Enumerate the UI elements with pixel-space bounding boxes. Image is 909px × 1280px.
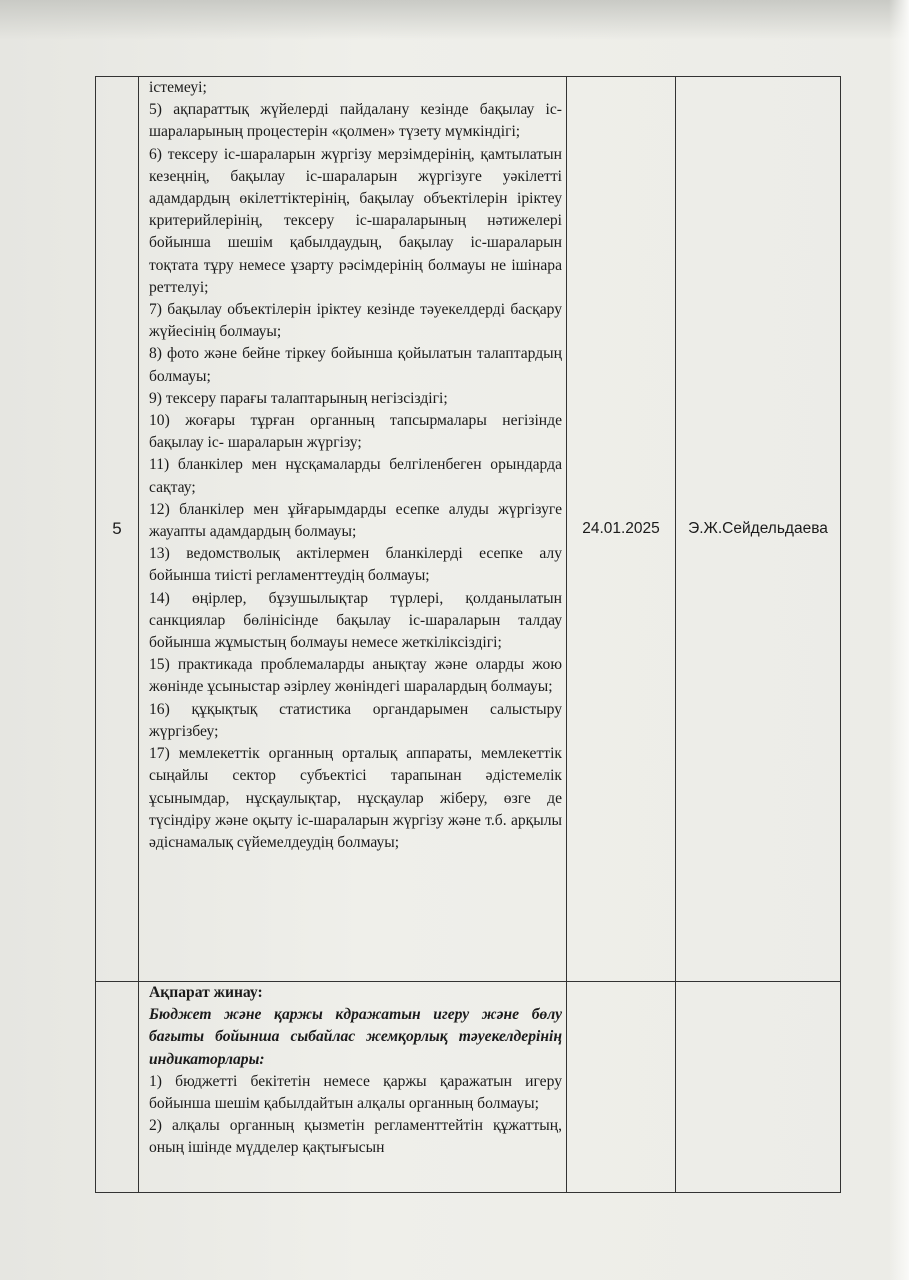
list-item: 13) ведомстволық актілермен бланкілерді есепке алу бойынша тиісті регламенттеудің болмауы;	[149, 545, 562, 585]
date-cell	[567, 982, 676, 1193]
responsible-cell: Э.Ж.Сейдельдаева	[676, 77, 841, 982]
row-number: 5	[96, 77, 139, 982]
list-item: 14) өңірлер, бұзушылықтар түрлері, қолданылатын санкциялар бөлінісінде бақылау іс-шараларын талдау бойынша жұмыстың болмауы немесе жеткіліксіздігі;	[149, 589, 562, 652]
list-item: 2) алқалы органның қызметін регламенттейтін құжаттың, оның ішінде мүдделер қақтығысын	[149, 1117, 562, 1157]
responsible-cell	[676, 982, 841, 1193]
date-cell: 24.01.2025	[567, 77, 676, 982]
row-number	[96, 982, 139, 1193]
section-subheading: Бюджет және қаржы кдражатын игеру және бөлу бағыты бойынша сыбайлас жемқорлық тәуекелдерінің индикаторлары:	[149, 1006, 562, 1068]
list-item: 10) жоғары тұрған органның тапсырмалары негізінде бақылау іс- шараларын жүргізу;	[149, 412, 562, 452]
list-item: 8) фото және бейне тіркеу бойынша қойылатын талаптардың болмауы;	[149, 345, 562, 385]
list-item: 1) бюджетті бекітетін немесе қаржы қаражатын игеру бойынша шешім қабылдайтын алқалы органның болмауы;	[149, 1072, 562, 1113]
list-item: істемеуі;	[149, 79, 207, 96]
description-text	[139, 77, 566, 854]
list-item: 6) тексеру іс-шараларын жүргізу мерзімдерінің, қамтылатын кезеңнің, бақылау іс-шараларын жүргізуге уәкілетті адамдардың өкілеттіктерінің, бақылау объектілерін іріктеу критерийлерінің, тексеру іс-шараларының нәтижелері бойынша шешім қабылдаудың, бақылау іс-шараларын тоқтата тұру немесе ұзарту рәсімдерінің болмауы не ішінара реттелуі;	[149, 145, 562, 296]
list-item: 5) ақпараттық жүйелерді пайдалану кезінде бақылау іс- шараларының процестерін «қолмен» түзету мүмкіндігі;	[149, 101, 562, 141]
section-heading: Ақпарат жинау:	[149, 984, 263, 1001]
description-cell	[139, 982, 567, 1193]
list-item: 7) бақылау объектілерін іріктеу кезінде тәуекелдерді басқару жүйесінің болмауы;	[149, 301, 562, 341]
list-item: 15) практикада проблемаларды анықтау және оларды жою жөнінде ұсыныстар әзірлеу жөніндегі шаралардың болмауы;	[149, 656, 562, 696]
list-item: 17) мемлекеттік органның орталық аппараты, мемлекеттік сыңайлы сектор субъектісі тарапынан әдістемелік ұсынымдар, нұсқаулықтар, нұсқаулар жіберу, өзге де түсіндіру және оқыту іс-шараларын жүргізу және т.б. арқылы әдіснамалық сүйемелдеудің болмауы;	[149, 745, 562, 851]
list-item: 9) тексеру парағы талаптарының негізсіздігі;	[149, 389, 448, 407]
description-text	[139, 982, 566, 1160]
table-row	[96, 77, 841, 982]
page-shadow	[0, 0, 909, 40]
risk-table	[95, 76, 841, 1193]
page-edge	[889, 0, 909, 1280]
list-item: 16) құқықтық статистика органдарымен салыстыру жүргізбеу;	[149, 700, 562, 740]
list-item: 11) бланкілер мен нұсқамаларды белгіленбеген орындарда сақтау;	[149, 456, 562, 496]
list-item: 12) бланкілер мен ұйғарымдарды есепке алуды жүргізуге жауапты адамдардың болмауы;	[149, 500, 562, 541]
description-cell	[139, 77, 567, 982]
table-row	[96, 982, 841, 1193]
